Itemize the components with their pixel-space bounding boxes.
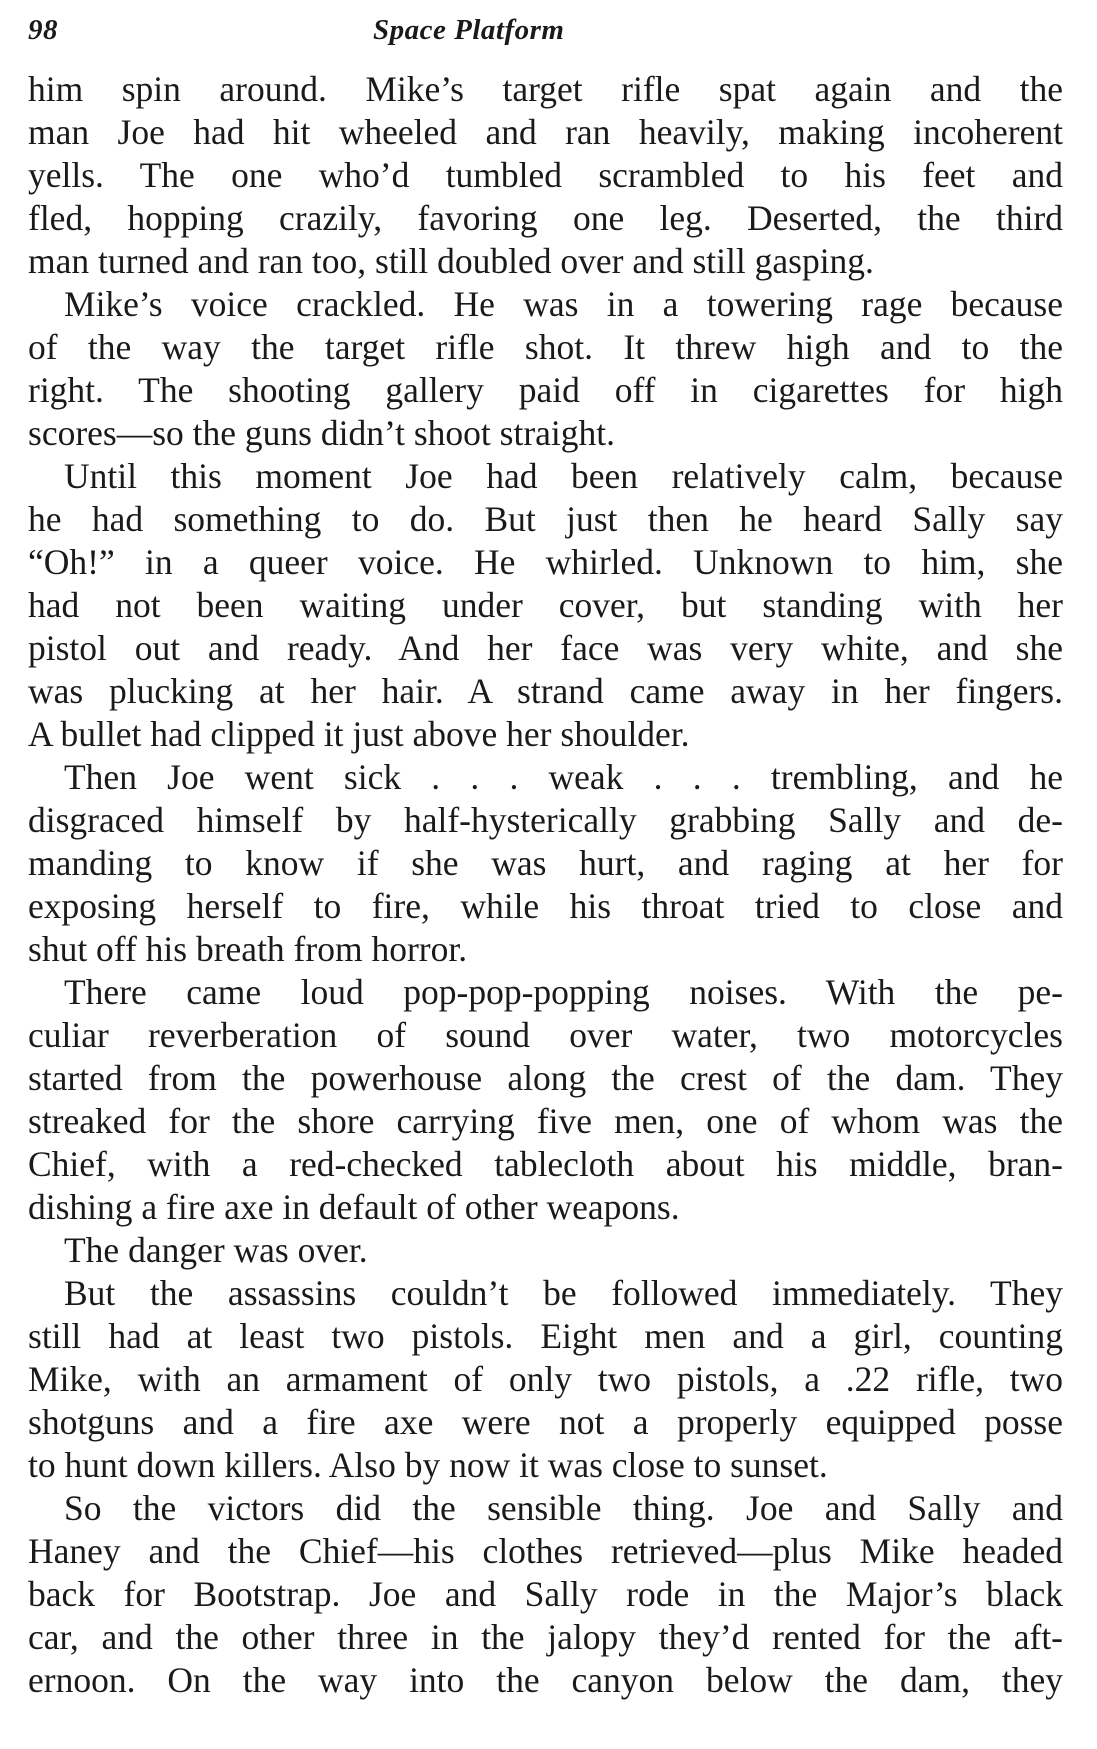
text-line: “Oh!” in a queer voice. He whirled. Unknown to him, she bbox=[28, 542, 1063, 582]
text-line: he had something to do. But just then he heard Sally say bbox=[28, 499, 1063, 539]
body-text bbox=[28, 68, 1063, 1702]
text-line: ernoon. On the way into the canyon below the dam, they bbox=[28, 1660, 1063, 1700]
text-line: There came loud pop-pop-popping noises. With the pe- bbox=[64, 972, 1063, 1012]
text-line: Mike’s voice crackled. He was in a towering rage because bbox=[64, 284, 1063, 324]
text-line: car, and the other three in the jalopy they’d rented for the aft- bbox=[28, 1617, 1063, 1657]
text-line: culiar reverberation of sound over water, two motorcycles bbox=[28, 1015, 1063, 1055]
text-line: So the victors did the sensible thing. Joe and Sally and bbox=[64, 1488, 1063, 1528]
text-line: man turned and ran too, still doubled over and still gasping. bbox=[28, 241, 874, 281]
text-line: exposing herself to fire, while his throat tried to close and bbox=[28, 886, 1063, 926]
text-line: fled, hopping crazily, favoring one leg. Deserted, the third bbox=[28, 198, 1063, 238]
text-line: But the assassins couldn’t be followed immediately. They bbox=[64, 1273, 1063, 1313]
text-line: Chief, with a red-checked tablecloth about his middle, bran- bbox=[28, 1144, 1063, 1184]
text-line: manding to know if she was hurt, and raging at her for bbox=[28, 843, 1063, 883]
page-header bbox=[28, 14, 1068, 54]
text-line: streaked for the shore carrying five men, one of whom was the bbox=[28, 1101, 1063, 1141]
text-line: still had at least two pistols. Eight men and a girl, counting bbox=[28, 1316, 1063, 1356]
text-line: was plucking at her hair. A strand came away in her fingers. bbox=[28, 671, 1063, 711]
text-line: back for Bootstrap. Joe and Sally rode in the Major’s black bbox=[28, 1574, 1063, 1614]
text-line: The danger was over. bbox=[64, 1230, 368, 1270]
text-line: right. The shooting gallery paid off in cigarettes for high bbox=[28, 370, 1063, 410]
text-line: disgraced himself by half-hysterically grabbing Sally and de- bbox=[28, 800, 1063, 840]
text-line: yells. The one who’d tumbled scrambled to his feet and bbox=[28, 155, 1063, 195]
text-line: Until this moment Joe had been relatively calm, because bbox=[64, 456, 1063, 496]
text-line: man Joe had hit wheeled and ran heavily, making incoherent bbox=[28, 112, 1063, 152]
text-line: of the way the target rifle shot. It threw high and to the bbox=[28, 327, 1063, 367]
text-line: Then Joe went sick . . . weak . . . trembling, and he bbox=[64, 757, 1063, 797]
text-line: to hunt down killers. Also by now it was close to sunset. bbox=[28, 1445, 828, 1485]
text-line: dishing a fire axe in default of other weapons. bbox=[28, 1187, 680, 1227]
page-number: 98 bbox=[28, 14, 58, 46]
text-line: started from the powerhouse along the crest of the dam. They bbox=[28, 1058, 1063, 1098]
text-line: pistol out and ready. And her face was very white, and she bbox=[28, 628, 1063, 668]
text-line: shut off his breath from horror. bbox=[28, 929, 468, 969]
text-line: shotguns and a fire axe were not a properly equipped posse bbox=[28, 1402, 1063, 1442]
text-line: Haney and the Chief—his clothes retrieved—plus Mike headed bbox=[28, 1531, 1063, 1571]
text-line: A bullet had clipped it just above her shoulder. bbox=[28, 714, 690, 754]
text-line: him spin around. Mike’s target rifle spat again and the bbox=[28, 69, 1063, 109]
text-line: scores—so the guns didn’t shoot straight. bbox=[28, 413, 616, 453]
text-line: Mike, with an armament of only two pistols, a .22 rifle, two bbox=[28, 1359, 1063, 1399]
running-title: Space Platform bbox=[373, 14, 565, 46]
text-line: had not been waiting under cover, but standing with her bbox=[28, 585, 1063, 625]
